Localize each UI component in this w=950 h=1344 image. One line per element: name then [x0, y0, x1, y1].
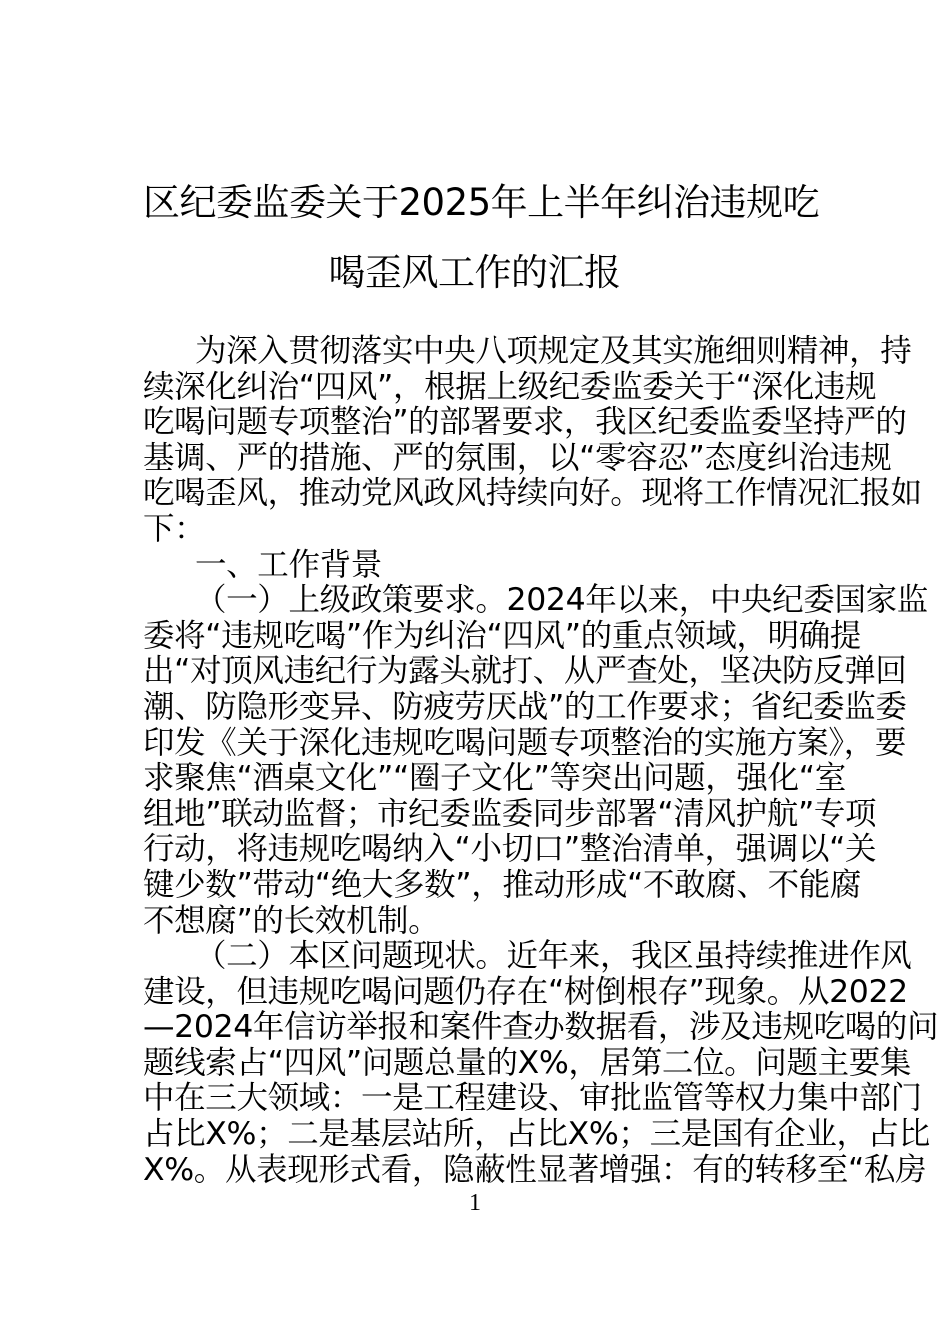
- text-line: 下：: [143, 510, 206, 547]
- text-line: 求聚焦“酒桌文化”“圈子文化”等突出问题，强化“室: [143, 760, 846, 797]
- title-line-1: 区纪委监委关于2025年上半年纠治违规吃: [143, 181, 820, 224]
- text-line: 中在三大领域：一是工程建设、审批监管等权力集中部门: [143, 1080, 922, 1117]
- title-line-2: 喝歪风工作的汇报: [328, 251, 621, 294]
- subsection-current-problems: [143, 938, 939, 1188]
- text-line: （一）上级政策要求。2024年以来，中央纪委国家监: [195, 582, 928, 619]
- text-line: 题线索占“四风”问题总量的X%，居第二位。问题主要集: [143, 1044, 912, 1081]
- section-heading-background: [143, 548, 806, 584]
- text-line: 吃喝歪风，推动党风政风持续向好。现将工作情况汇报如: [143, 475, 922, 512]
- text-line: （二）本区问题现状。近年来，我区虽持续推进作风: [195, 938, 912, 975]
- text-line: X%。从表现形式看，隐蔽性显著增强：有的转移至“私房: [143, 1151, 927, 1188]
- text-line: 委将“违规吃喝”作为纠治“四风”的重点领域，明确提: [143, 617, 862, 654]
- text-line: 为深入贯彻落实中央八项规定及其实施细则精神，持: [195, 333, 912, 369]
- text-line: 建设，但违规吃喝问题仍存在“树倒根存”现象。从2022: [143, 973, 908, 1010]
- document-body: [143, 333, 939, 1188]
- text-line: 占比X%；二是基层站所，占比X%；三是国有企业，占比: [143, 1116, 930, 1153]
- document-title: [143, 168, 820, 308]
- text-line: 续深化纠治“四风”，根据上级纪委监委关于“深化违规: [143, 368, 877, 405]
- text-line: 潮、防隐形变异、防疲劳厌战”的工作要求；省纪委监委: [143, 688, 907, 725]
- text-line: 基调、严的措施、严的氛围，以“零容忍”态度纠治违规: [143, 439, 892, 476]
- intro-paragraph: [143, 333, 922, 548]
- text-line: 不想腐”的长效机制。: [143, 902, 440, 939]
- text-line: 行动，将违规吃喝纳入“小切口”整治清单，强调以“关: [143, 831, 877, 868]
- text-line: 吃喝问题专项整治”的部署要求，我区纪委监委坚持严的: [143, 404, 907, 441]
- page-number: 1: [469, 1190, 481, 1216]
- text-line: —2024年信访举报和案件查办数据看，涉及违规吃喝的问: [143, 1009, 939, 1046]
- text-line: 组地”联动监督；市纪委监委同步部署“清风护航”专项: [143, 795, 877, 832]
- text-line: 出“对顶风违纪行为露头就打、从严查处，坚决防反弹回: [143, 653, 907, 690]
- subsection-policy-requirements: [143, 582, 928, 939]
- text-line: 印发《关于深化违规吃喝问题专项整治的实施方案》，要: [143, 724, 907, 761]
- text-line: 键少数”带动“绝大多数”，推动形成“不敢腐、不能腐: [143, 866, 862, 903]
- section-heading: 一、工作背景: [195, 546, 382, 583]
